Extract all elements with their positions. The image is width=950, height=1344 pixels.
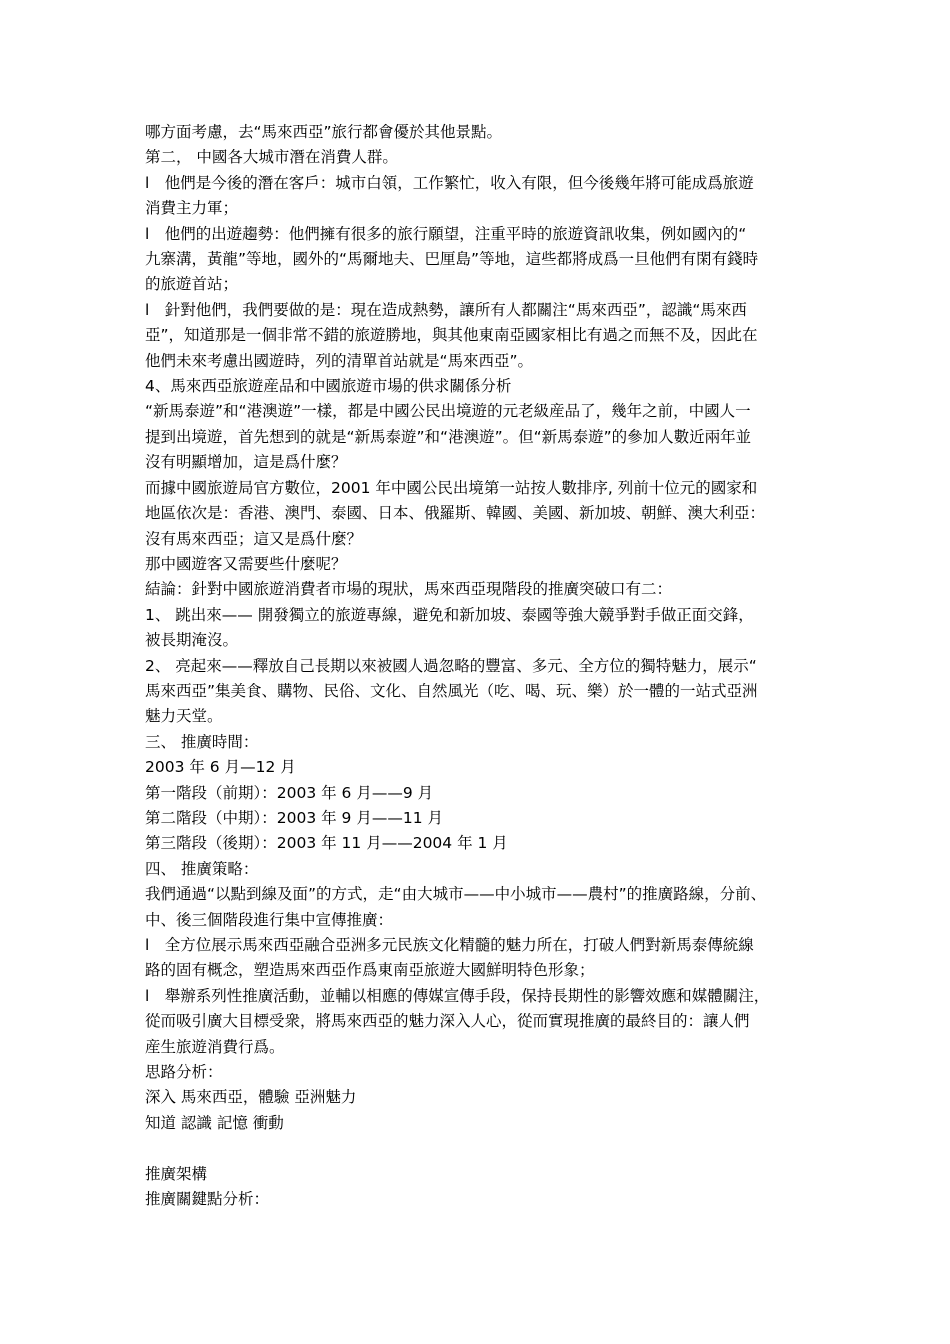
numbered-line: 1、 跳出來—— 開發獨立的旅遊專線，避免和新加坡、泰國等強大競爭對手做正面交鋒，: [145, 605, 754, 624]
text-line: 深入 馬來西亞，體驗 亞洲魅力: [145, 1088, 357, 1107]
subheading: 推廣架構: [145, 1164, 208, 1183]
schedule-line: 第一階段（前期）：2003 年 6 月——9 月: [145, 783, 434, 802]
text-line: 魅力天堂。: [145, 707, 223, 726]
text-line: 沒有馬來西亞；這又是爲什麼？: [145, 529, 363, 548]
text-line: 路的固有概念，塑造馬來西亞作爲東南亞旅遊大國鮮明特色形象；: [145, 961, 595, 980]
schedule-line: 第三階段（後期）：2003 年 11 月——2004 年 1 月: [145, 834, 508, 853]
text-line: 而據中國旅遊局官方數位，2001 年中國公民出境第一站按人數排序, 列前十位元的國家和: [145, 478, 758, 497]
text-line: 我們通過“以點到線及面”的方式，走“由大城市——中小城市——農村”的推廣路線，分前、: [145, 885, 767, 904]
conclusion-line: 結論：針對中國旅遊消費者市場的現狀，馬來西亞現階段的推廣突破口有二：: [145, 580, 673, 599]
text-line: 他們未來考慮出國遊時，列的清單首站就是“馬來西亞”。: [145, 351, 534, 370]
blank-line: [145, 1136, 835, 1161]
bullet-line: l 他們是今後的潛在客戶：城市白領，工作繁忙，收入有限，但今後幾年將可能成爲旅遊: [145, 173, 754, 192]
section-heading: 4、馬來西亞旅遊産品和中國旅遊市場的供求關係分析: [145, 377, 512, 396]
text-line: 被長期淹沒。: [145, 631, 239, 650]
text-line: 哪方面考慮，去“馬來西亞”旅行都會優於其他景點。: [145, 123, 503, 141]
text-line: 知道 認識 記憶 衝動: [145, 1113, 284, 1132]
text-line: 的旅遊首站；: [145, 275, 239, 294]
text-line: 中、後三個階段進行集中宣傳推廣：: [145, 910, 394, 929]
text-line: 那中國遊客又需要些什麼呢？: [145, 554, 347, 573]
section-heading: 三、 推廣時間：: [145, 732, 259, 751]
document-page: [145, 120, 835, 1212]
numbered-line: 2、 亮起來——釋放自己長期以來被國人過忽略的豐富、多元、全方位的獨特魅力，展示“: [145, 656, 757, 675]
text-line: 從而吸引廣大目標受衆，將馬來西亞的魅力深入人心，從而實現推廣的最終目的：讓人們: [145, 1012, 750, 1031]
bullet-line: l 舉辦系列性推廣活動，並輔以相應的傳媒宣傳手段，保持長期性的影響效應和媒體關注，: [145, 986, 770, 1005]
bullet-line: l 針對他們，我們要做的是：現在造成熱勢，讓所有人都關注“馬來西亞”，認識“馬來西: [145, 300, 747, 319]
text-line: 提到出境遊，首先想到的就是“新馬泰遊”和“港澳遊”。但“新馬泰遊”的參加人數近兩年並: [145, 427, 752, 446]
text-line: 沒有明顯增加，這是爲什麼？: [145, 453, 347, 472]
text-line: “新馬泰遊”和“港澳遊”一樣，都是中國公民出境遊的元老級産品了，幾年之前，中國人一: [145, 402, 751, 421]
text-line: 馬來西亞”集美食、購物、民俗、文化、自然風光（吃、喝、玩、樂）於一體的一站式亞洲: [145, 681, 758, 700]
text-line: 九寨溝，黃龍”等地，國外的“馬爾地夫、巴厘島”等地，這些都將成爲一旦他們有閑有錢時: [145, 250, 759, 269]
text-line: 消費主力軍；: [145, 199, 239, 218]
text-line: 産生旅遊消費行爲。: [145, 1037, 285, 1056]
schedule-line: 第二階段（中期）：2003 年 9 月——11 月: [145, 808, 443, 827]
schedule-line: 2003 年 6 月—12 月: [145, 758, 296, 777]
bullet-line: l 他們的出遊趨勢：他們擁有很多的旅行願望，注重平時的旅遊資訊收集，例如國內的“: [145, 224, 747, 243]
subheading: 推廣關鍵點分析：: [145, 1190, 270, 1209]
section-heading: 四、 推廣策略：: [145, 859, 259, 878]
text-line: 地區依次是：香港、澳門、泰國、日本、俄羅斯、韓國、美國、新加坡、朝鮮、澳大利亞：: [145, 504, 766, 523]
section-heading: 第二， 中國各大城市潛在消費人群。: [145, 148, 398, 167]
bullet-line: l 全方位展示馬來西亞融合亞洲多元民族文化精髓的魅力所在，打破人們對新馬泰傳統線: [145, 936, 754, 954]
text-line: 亞”，知道那是一個非常不錯的旅遊勝地，與其他東南亞國家相比有過之而無不及，因此在: [145, 326, 758, 345]
subheading: 思路分析：: [145, 1063, 223, 1082]
